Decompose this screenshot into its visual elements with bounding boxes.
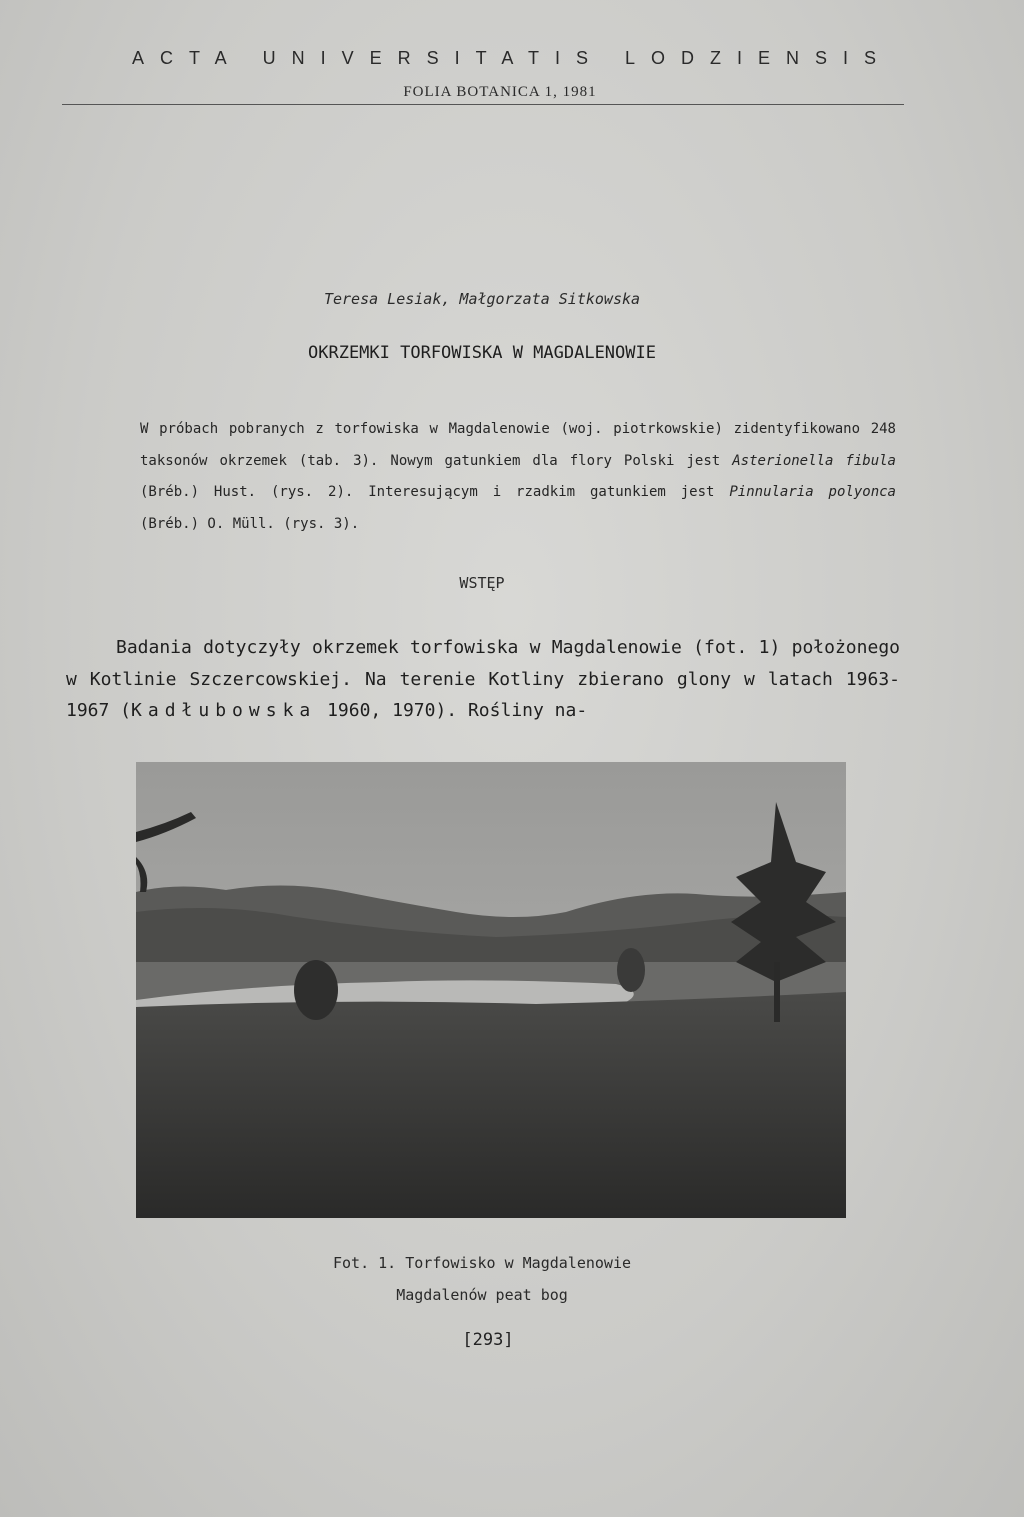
species-name-1: Asterionella fibula — [732, 452, 896, 469]
journal-series: FOLIA BOTANICA 1, 1981 — [403, 84, 597, 100]
section-heading: WSTĘP — [459, 574, 505, 592]
journal-name: ACTA UNIVERSITATIS LODZIENSIS — [131, 48, 893, 68]
body-paragraph — [66, 632, 900, 727]
article-title: OKRZEMKI TORFOWISKA W MAGDALENOWIE — [308, 343, 656, 363]
figure-caption-pl: Fot. 1. Torfowisko w Magdalenowie — [332, 1254, 631, 1272]
article-authors: Teresa Lesiak, Małgorzata Sitkowska — [323, 290, 641, 308]
figure-caption-en: Magdalenów peat bog — [396, 1286, 568, 1304]
abstract — [140, 414, 896, 540]
page-number: [293] — [462, 1330, 514, 1350]
abstract-text-2: (Bréb.) Hust. (rys. 2). Interesującym i rzadkim gatunkiem jest — [140, 484, 730, 500]
species-name-2: Pinnularia polyonca — [729, 484, 896, 500]
body-text-1: Badania dotyczyły okrzemek torfowiska w Magdalenowie (fot. 1) położonego w Kotlinie Szczercowskiej. Na terenie Kotliny zbierano glony w latach 1963-1967 ( — [66, 637, 900, 721]
photo-landscape-image — [136, 762, 846, 1218]
peat-bog-photo — [136, 762, 846, 1218]
abstract-text-1: W próbach pobranych z torfowiska w Magdalenowie (woj. piotrkowskie) zidentyfikowano 248 taksonów okrzemek (tab. 3). Nowym gatunkiem dla flory Polski jest — [140, 421, 896, 469]
header-rule — [62, 104, 904, 105]
cited-author: Kadłubowska — [131, 700, 317, 721]
body-text-2: 1960, 1970). Rośliny na- — [316, 700, 588, 721]
abstract-text-3: (Bréb.) O. Müll. (rys. 3). — [140, 515, 360, 532]
